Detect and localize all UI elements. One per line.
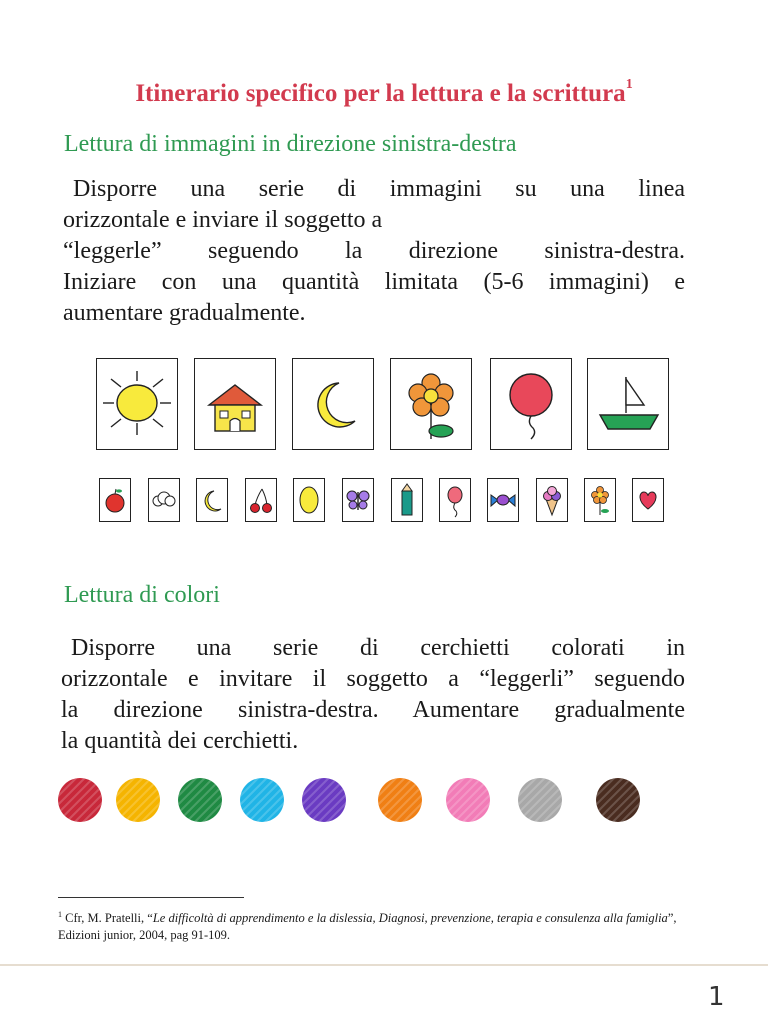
footnote-ref: 1 [58,910,62,919]
balloon-icon [440,479,470,521]
ice-cream-icon [537,479,567,521]
small-card-apple [99,478,131,522]
small-card-cherries [245,478,277,522]
paragraph-line: aumentare gradualmente. [63,300,306,326]
paragraph-line: orizzontale e inviare il soggetto a [63,207,383,233]
picture-card-boat [587,358,669,450]
small-picture-row [0,478,768,530]
small-card-ice-cream [536,478,568,522]
small-card-lemon [293,478,325,522]
picture-card-house [194,358,276,450]
cloud-icon [149,479,179,521]
paragraph-colors [61,633,685,757]
picture-card-balloon [490,358,572,450]
boat-icon [588,359,668,449]
footnote-suffix: ”, Edizioni junior, 2004, pag 91-109. [58,911,677,943]
pencil-icon [392,479,422,521]
footnote-prefix: Cfr, M. Pratelli, “ [65,911,153,926]
heart-icon [633,479,663,521]
apple-icon [100,479,130,521]
color-dot [302,778,346,822]
butterfly-icon [343,479,373,521]
footnote-book-title: Le difficoltà di apprendimento e la dislessia, Diagnosi, prevenzione, terapia e consulenza alla famiglia [152,911,668,926]
title-footnote-ref: 1 [625,76,633,92]
color-dot [240,778,284,822]
balloon-icon [491,359,571,449]
paragraph-line: Iniziare con una quantità limitata (5-6 immagini) e [63,269,685,295]
color-dot [116,778,160,822]
small-card-pencil [391,478,423,522]
small-card-balloon [439,478,471,522]
page-title [0,76,768,108]
page-bottom-divider [0,964,768,966]
paragraph-line: la quantità dei cerchietti. [61,728,299,754]
small-card-flower [584,478,616,522]
small-card-cloud [148,478,180,522]
footnote-divider [58,897,244,898]
paragraph-line: Disporre una serie di immagini su una linea [73,176,685,202]
small-card-heart [632,478,664,522]
moon-icon [293,359,373,449]
lemon-icon [294,479,324,521]
color-dot [178,778,222,822]
flower-icon [391,359,471,449]
footnote [58,906,684,944]
moon-icon [197,479,227,521]
small-card-moon [196,478,228,522]
sun-icon [97,359,177,449]
picture-card-moon [292,358,374,450]
section-heading-colors: Lettura di colori [64,582,220,608]
house-icon [195,359,275,449]
picture-card-flower [390,358,472,450]
color-dot [446,778,490,822]
color-dot [58,778,102,822]
paragraph-line: la direzione sinistra-destra. Aumentare gradualmente [61,697,685,723]
section-heading-images: Lettura di immagini in direzione sinistra-destra [64,131,517,157]
paragraph-line: Disporre una serie di cerchietti colorati in [71,635,685,661]
color-dot [596,778,640,822]
color-dot [518,778,562,822]
picture-card-sun [96,358,178,450]
paragraph-line: orizzontale e invitare il soggetto a “leggerli” seguendo [61,666,685,692]
big-picture-row [0,350,768,460]
color-dot [378,778,422,822]
page-number: 1 [708,982,725,1012]
flower-icon [585,479,615,521]
color-dots-row [0,778,768,838]
small-card-butterfly [342,478,374,522]
page-title-text: Itinerario specifico per la lettura e la scrittura [135,80,626,107]
paragraph-images [63,174,685,329]
cherries-icon [246,479,276,521]
small-card-candy [487,478,519,522]
paragraph-line: “leggerle” seguendo la direzione sinistra-destra. [63,238,685,264]
candy-icon [488,479,518,521]
